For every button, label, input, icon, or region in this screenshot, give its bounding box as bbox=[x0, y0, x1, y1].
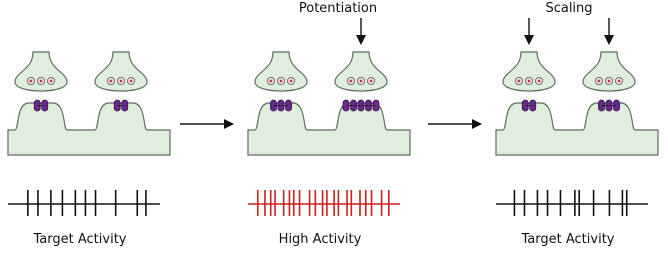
vesicle-core bbox=[370, 80, 373, 83]
presynaptic-terminal-2 bbox=[95, 52, 147, 111]
presynaptic-terminal-1 bbox=[255, 52, 307, 111]
axon-terminal bbox=[255, 52, 307, 91]
vesicle-core bbox=[30, 80, 33, 83]
vesicle-core bbox=[518, 80, 521, 83]
vesicle-core bbox=[270, 80, 273, 83]
panel-1 bbox=[8, 52, 170, 247]
vesicle-core bbox=[528, 80, 531, 83]
vesicle-core bbox=[40, 80, 43, 83]
presynaptic-terminal-2 bbox=[335, 52, 387, 111]
axon-terminal bbox=[15, 52, 67, 91]
vesicle-core bbox=[598, 80, 601, 83]
axon-terminal bbox=[583, 52, 635, 91]
axon-terminal bbox=[335, 52, 387, 91]
vesicle-core bbox=[538, 80, 541, 83]
panel-2 bbox=[248, 1, 410, 247]
axon-terminal bbox=[95, 52, 147, 91]
presynaptic-terminal-1 bbox=[15, 52, 67, 111]
panel-3 bbox=[496, 1, 658, 247]
dendrite bbox=[8, 103, 170, 155]
panel-top-label: Scaling bbox=[545, 1, 593, 16]
vesicle-core bbox=[360, 80, 363, 83]
panel-caption: Target Activity bbox=[33, 232, 127, 247]
vesicle-core bbox=[110, 80, 113, 83]
vesicle-core bbox=[50, 80, 53, 83]
panel-caption: Target Activity bbox=[521, 232, 615, 247]
axon-terminal bbox=[503, 52, 555, 91]
panel-caption: High Activity bbox=[278, 232, 362, 247]
presynaptic-terminal-1 bbox=[503, 52, 555, 111]
presynaptic-terminal-2 bbox=[583, 52, 635, 111]
vesicle-core bbox=[608, 80, 611, 83]
vesicle-core bbox=[130, 80, 133, 83]
vesicle-core bbox=[120, 80, 123, 83]
dendrite bbox=[496, 103, 658, 155]
panel-top-label: Potentiation bbox=[298, 1, 378, 16]
vesicle-core bbox=[618, 80, 621, 83]
vesicle-core bbox=[280, 80, 283, 83]
vesicle-core bbox=[290, 80, 293, 83]
vesicle-core bbox=[350, 80, 353, 83]
